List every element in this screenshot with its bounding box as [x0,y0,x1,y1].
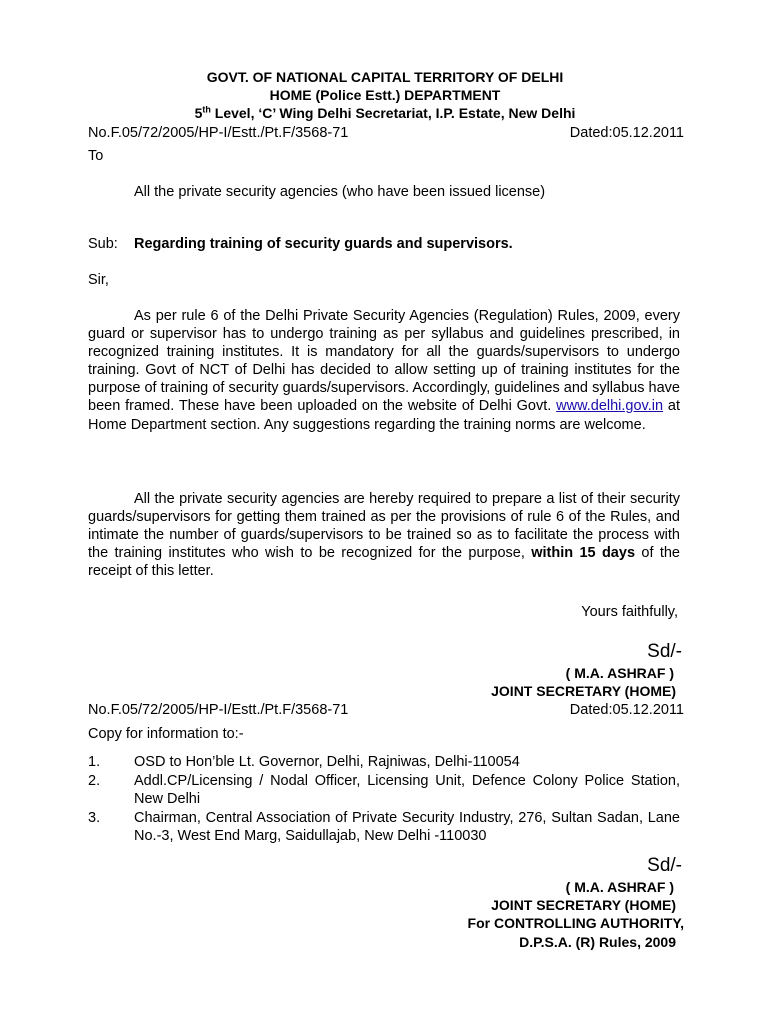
sd-mark: Sd/- [647,641,682,662]
paragraph-one: As per rule 6 of the Delhi Private Security Agencies (Regulation) Rules, 2009, every guard or supervisor has to undergo training as per syllabus and guidelines prescribed, in recognized training institutes. It is mandatory for all the guards/supervisors to undergo training. Govt of NCT of Delhi has decided to allow setting up of training institutes for the purpose of training of security guards/supervisors. Accordingly, guidelines and syllabus have been framed. These have been uploaded on the website of Delhi Govt. www.delhi.gov.in at Home Department section. Any suggestions regarding the training norms are welcome. [88,308,680,433]
signatory-title: JOINT SECRETARY (HOME) [491,683,676,699]
header-department: HOME (Police Estt.) DEPARTMENT [269,87,501,103]
list-item: Chairman, Central Association of Private Security Industry, 276, Sultan Sadan, Lane No.-3, West End Marg, Saidullajab, New Delhi -110030 [134,810,680,845]
header-address: 5th Level, ‘C’ Wing Delhi Secretariat, I.P. Estate, New Delhi [194,104,576,121]
signatory-name: ( M.A. ASHRAF ) [565,879,674,895]
subject-label: Sub: [88,236,118,252]
paragraph-two: All the private security agencies are hereby required to prepare a list of their security guards/supervisors for getting them trained as per the provisions of rule 6 of the Rules, and intimate the number of guards/supervisors to be trained so as to facilitate the process with the training institutes who wish to be recognized for the purpose, within 15 days of the receipt of this letter. [88,491,680,580]
deadline-text: within 15 days [531,545,636,562]
closing: Yours faithfully, [581,604,678,620]
reference-date-copy: Dated:05.12.2011 [569,702,684,718]
sd-mark: Sd/- [647,855,682,876]
subject-text: Regarding training of security guards and supervisors. [134,236,513,252]
to-label: To [88,148,104,164]
reference-number: No.F.05/72/2005/HP-I/Estt./Pt.F/3568-71 [88,125,349,141]
website-link[interactable]: www.delhi.gov.in [556,398,664,415]
header-govt: GOVT. OF NATIONAL CAPITAL TERRITORY OF DELHI [206,69,564,85]
rules-reference: D.P.S.A. (R) Rules, 2009 [519,934,676,950]
list-number: 3. [88,810,101,826]
reference-date: Dated:05.12.2011 [569,125,684,141]
list-item: OSD to Hon’ble Lt. Governor, Delhi, Rajniwas, Delhi-110054 [134,754,520,770]
list-number: 1. [88,754,101,770]
signatory-name: ( M.A. ASHRAF ) [565,665,674,681]
copy-label: Copy for information to:- [88,726,244,742]
reference-number-copy: No.F.05/72/2005/HP-I/Estt./Pt.F/3568-71 [88,702,349,718]
recipient-line: All the private security agencies (who have been issued license) [134,184,546,200]
list-number: 2. [88,773,101,789]
controlling-authority: For CONTROLLING AUTHORITY, [467,915,684,931]
list-item: Addl.CP/Licensing / Nodal Officer, Licensing Unit, Defence Colony Police Station, New Delhi [134,773,680,808]
salutation: Sir, [88,272,109,288]
signatory-title: JOINT SECRETARY (HOME) [491,897,676,913]
